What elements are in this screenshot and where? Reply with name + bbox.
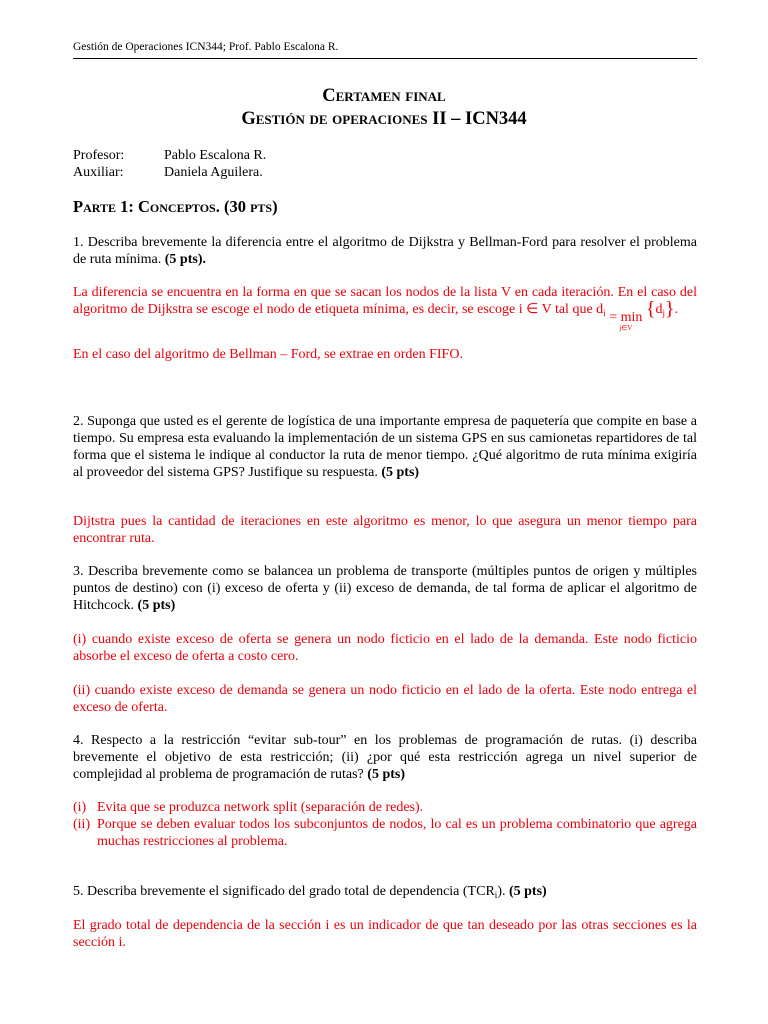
- assistant-name: Daniela Aguilera.: [164, 165, 263, 180]
- answer-4-item-i: (i) Evita que se produzca network split (separación de redes).: [73, 800, 424, 815]
- answer-1-text: La diferencia se encuentra en la forma en que se sacan los nodos de la lista V en cada iteración. En el caso del algoritmo de Dijkstra se escoge el nodo de etiqueta mínima, es decir, se escoge: [73, 285, 697, 317]
- running-header: Gestión de Operaciones ICN344; Prof. Pablo Escalona R.: [73, 41, 697, 59]
- answer-3-i: (i) cuando existe exceso de oferta se genera un nodo ficticio en el lado de la demanda. Este nodo ficticio absorbe el exceso de oferta a costo cero.: [73, 632, 697, 664]
- question-2: [73, 413, 697, 481]
- answer-2: Dijtstra pues la cantidad de iteraciones en este algoritmo es menor, lo que asegura un menor tiempo para encontrar ruta.: [73, 514, 697, 546]
- question-1-text: 1. Describa brevemente la diferencia entre el algoritmo de Dijkstra y Bellman-Ford para resolver el problema de ruta mínima.: [73, 235, 697, 267]
- course-title: Gestión de operaciones II – ICN344: [241, 109, 527, 129]
- answer-5: El grado total de dependencia de la sección i es un indicador de que tan deseado por las otras secciones es la sección i.: [73, 918, 697, 950]
- assistant-label: Auxiliar:: [73, 165, 124, 180]
- question-2-points: (5 pts): [381, 465, 420, 480]
- assistant-line: [73, 165, 263, 181]
- exam-title: Certamen final: [322, 86, 446, 106]
- question-4-points: (5 pts): [367, 767, 406, 782]
- answer-3-ii: (ii) cuando existe exceso de demanda se genera un nodo ficticio en el lado de la oferta. Este nodo entrega el exceso de oferta.: [73, 683, 697, 715]
- question-5-points: (5 pts): [508, 884, 547, 899]
- question-5: 5. Describa brevemente el significado del grado total de dependencia $(TCR_i)$. (5 pts): [73, 884, 547, 900]
- question-3-text: 3. Describa brevemente como se balancea un problema de transporte (múltiples puntos de origen y múltiples puntos de destino) con (i) exceso de oferta y (ii) exceso de demanda, de tal forma de aplicar el algoritmo de Hitchcock.: [73, 564, 697, 613]
- question-5-text: 5. Describa brevemente el significado del grado total de dependencia (TCR: [73, 884, 495, 899]
- answer-4: [73, 799, 697, 850]
- question-4-text: 4. Respecto a la restricción “evitar sub-tour” en los problemas de programación de rutas. (i) describa brevemente el objetivo de esta restricción; (ii) ¿por qué esta restricción agrega un nivel superior de complejidad al problema de programación de rutas?: [73, 733, 697, 782]
- professor-line: [73, 148, 266, 164]
- part-1-heading: Parte 1: Conceptos. (30 pts): [73, 197, 278, 216]
- question-1-points: (5 pts).: [164, 252, 206, 267]
- professor-name: Pablo Escalona R.: [164, 148, 267, 163]
- question-3: [73, 563, 697, 614]
- answer-1-formula: i ∈ V tal que $d_i$ = min j∈V $\{d_j\}$.: [518, 298, 679, 332]
- question-4: [73, 732, 697, 783]
- answer-1-bellman: En el caso del algoritmo de Bellman – Ford, se extrae en orden FIFO.: [73, 347, 463, 362]
- professor-label: Profesor:: [73, 148, 125, 163]
- question-3-points: (5 pts): [137, 598, 176, 613]
- answer-1: [73, 284, 697, 332]
- answer-4-item-ii: (ii) Porque se deben evaluar todos los subconjuntos de nodos, lo cal es un problema combinatorio que agrega muchas restricciones al problema.: [73, 817, 697, 849]
- question-2-text: 2. Suponga que usted es el gerente de logística de una importante empresa de paquetería que compite en base a tiempo. Su empresa esta evaluando la implementación de un sistema GPS en sus camionetas repartidores de tal forma que el sistema le indique al conductor la ruta de menor tiempo. ¿Qué algoritmo de ruta mínima exigiría al proveedor del sistema GPS? Justifique su respuesta.: [73, 414, 697, 480]
- question-1: [73, 234, 697, 268]
